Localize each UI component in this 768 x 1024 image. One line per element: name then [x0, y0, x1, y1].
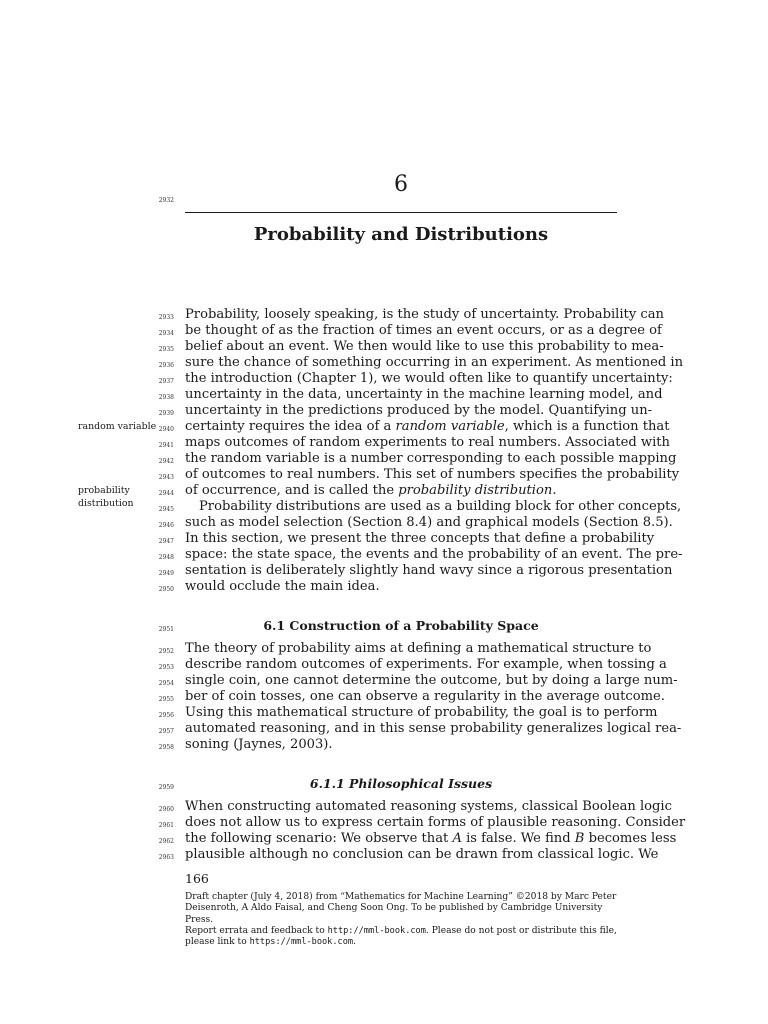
line-number: 2961 — [158, 822, 174, 829]
line-number: 2952 — [158, 648, 174, 655]
line-number: 2949 — [158, 570, 174, 577]
chapter-number: 6 — [394, 172, 408, 197]
paragraph-line: the introduction (Chapter 1), we would often like to quantify uncertainty: — [185, 371, 673, 386]
line-number: 2960 — [158, 806, 174, 813]
line-number: 2938 — [158, 394, 174, 401]
line-number: 2943 — [158, 474, 174, 481]
line-number: 2944 — [158, 490, 174, 497]
line-number: 2935 — [158, 346, 174, 353]
line-number: 2937 — [158, 378, 174, 385]
line-number: 2946 — [158, 522, 174, 529]
text-span: of occurrence, and is called the — [185, 483, 399, 498]
math-variable-b: B — [574, 831, 585, 846]
line-number: 2932 — [158, 197, 174, 204]
paragraph-line: uncertainty in the predictions produced by the model. Quantifying un- — [185, 403, 653, 418]
section-heading: 6.1 Construction of a Probability Space — [263, 618, 539, 633]
footer-line — [185, 926, 617, 937]
footer-line: Deisenroth, A Aldo Faisal, and Cheng Soon Ong. To be published by Cambridge University Press. — [185, 903, 603, 925]
paragraph-line: the random variable is a number corresponding to each possible mapping — [185, 451, 677, 466]
math-variable-a: A — [452, 831, 462, 846]
text-span: please link to — [185, 937, 250, 948]
paragraph-line: plausible although no conclusion can be drawn from classical logic. We — [185, 847, 659, 862]
line-number: 2947 — [158, 538, 174, 545]
text-span: . — [552, 483, 557, 498]
line-number: 2934 — [158, 330, 174, 337]
text-span: . Please do not post or distribute this file, — [425, 925, 617, 936]
paragraph-line: Probability, loosely speaking, is the study of uncertainty. Probability can — [185, 307, 664, 322]
footer-line: Draft chapter (July 4, 2018) from “Mathematics for Machine Learning” ©2018 by Marc Peter — [185, 892, 617, 902]
line-number: 2950 — [158, 586, 174, 593]
line-number: 2956 — [158, 712, 174, 719]
line-number: 2936 — [158, 362, 174, 369]
margin-note-random-variable: random variable — [78, 421, 157, 432]
paragraph-line: When constructing automated reasoning systems, classical Boolean logic — [185, 799, 672, 814]
paragraph-line: soning (Jaynes, 2003). — [185, 737, 333, 752]
paragraph-line: ber of coin tosses, one can observe a regularity in the average outcome. — [185, 689, 665, 704]
draft-footer — [185, 892, 617, 948]
paragraph-line: automated reasoning, and in this sense probability generalizes logical rea- — [185, 721, 682, 736]
line-number: 2959 — [158, 784, 174, 791]
line-number: 2955 — [158, 696, 174, 703]
paragraph-line: be thought of as the fraction of times an event occurs, or as a degree of — [185, 323, 662, 338]
chapter-title: Probability and Distributions — [253, 224, 549, 245]
line-number: 2942 — [158, 458, 174, 465]
paragraph-line: of outcomes to real numbers. This set of numbers specifies the probability — [185, 467, 680, 482]
text-span: , which is a function that — [504, 419, 670, 434]
text-span: Report errata and feedback to — [185, 925, 328, 936]
paragraph-line: maps outcomes of random experiments to real numbers. Associated with — [185, 435, 670, 450]
paragraph-line: Probability distributions are used as a building block for other concepts, — [199, 499, 682, 514]
errata-link[interactable]: http://mml-book.com — [327, 925, 426, 936]
emphasis-probability-distribution: probability distribution — [398, 483, 553, 498]
book-link[interactable]: https://mml-book.com — [249, 937, 354, 948]
emphasis-random-variable: random variable — [395, 419, 505, 434]
paragraph-line: Using this mathematical structure of probability, the goal is to perform — [185, 705, 658, 720]
paragraph-line: describe random outcomes of experiments. For example, when tossing a — [185, 657, 667, 672]
line-number: 2951 — [158, 626, 174, 633]
line-number: 2954 — [158, 680, 174, 687]
line-number: 2940 — [158, 426, 174, 433]
paragraph-line: does not allow us to express certain forms of plausible reasoning. Consider — [185, 815, 686, 830]
paragraph-line: belief about an event. We then would like to use this probability to mea- — [185, 339, 664, 354]
line-number: 2945 — [158, 506, 174, 513]
paragraph-line: uncertainty in the data, uncertainty in the machine learning model, and — [185, 387, 663, 402]
line-number: 2963 — [158, 854, 174, 861]
chapter-rule — [185, 212, 617, 213]
paragraph-line: single coin, one cannot determine the outcome, but by doing a large num- — [185, 673, 678, 688]
margin-note-distribution: distribution — [78, 498, 134, 509]
paragraph-line: would occlude the main idea. — [185, 579, 380, 594]
paragraph-line: sentation is deliberately slightly hand wavy since a rigorous presentation — [185, 563, 673, 578]
margin-note-probability: probability — [78, 485, 130, 496]
text-span: the following scenario: We observe that — [185, 831, 453, 846]
paragraph-line: such as model selection (Section 8.4) and graphical models (Section 8.5). — [185, 515, 673, 530]
paragraph-line — [185, 419, 670, 435]
text-span: becomes less — [584, 831, 677, 846]
paragraph-line: sure the chance of something occurring in an experiment. As mentioned in — [185, 355, 684, 370]
subsection-heading: 6.1.1 Philosophical Issues — [309, 776, 493, 791]
line-number: 2941 — [158, 442, 174, 449]
page-number: 166 — [185, 871, 209, 886]
line-number: 2962 — [158, 838, 174, 845]
line-number: 2953 — [158, 664, 174, 671]
text-span: is false. We find — [461, 831, 575, 846]
footer-line — [185, 937, 617, 948]
paragraph-line: The theory of probability aims at defining a mathematical structure to — [185, 641, 652, 656]
line-number: 2958 — [158, 744, 174, 751]
line-number: 2948 — [158, 554, 174, 561]
line-number: 2933 — [158, 314, 174, 321]
text-span: . — [353, 937, 356, 948]
paragraph-line: In this section, we present the three concepts that define a probability — [185, 531, 655, 546]
paragraph-line — [185, 831, 677, 847]
line-number: 2939 — [158, 410, 174, 417]
line-number: 2957 — [158, 728, 174, 735]
text-span: certainty requires the idea of a — [185, 419, 396, 434]
paragraph-line — [185, 483, 617, 499]
paragraph-line: space: the state space, the events and the probability of an event. The pre- — [185, 547, 683, 562]
